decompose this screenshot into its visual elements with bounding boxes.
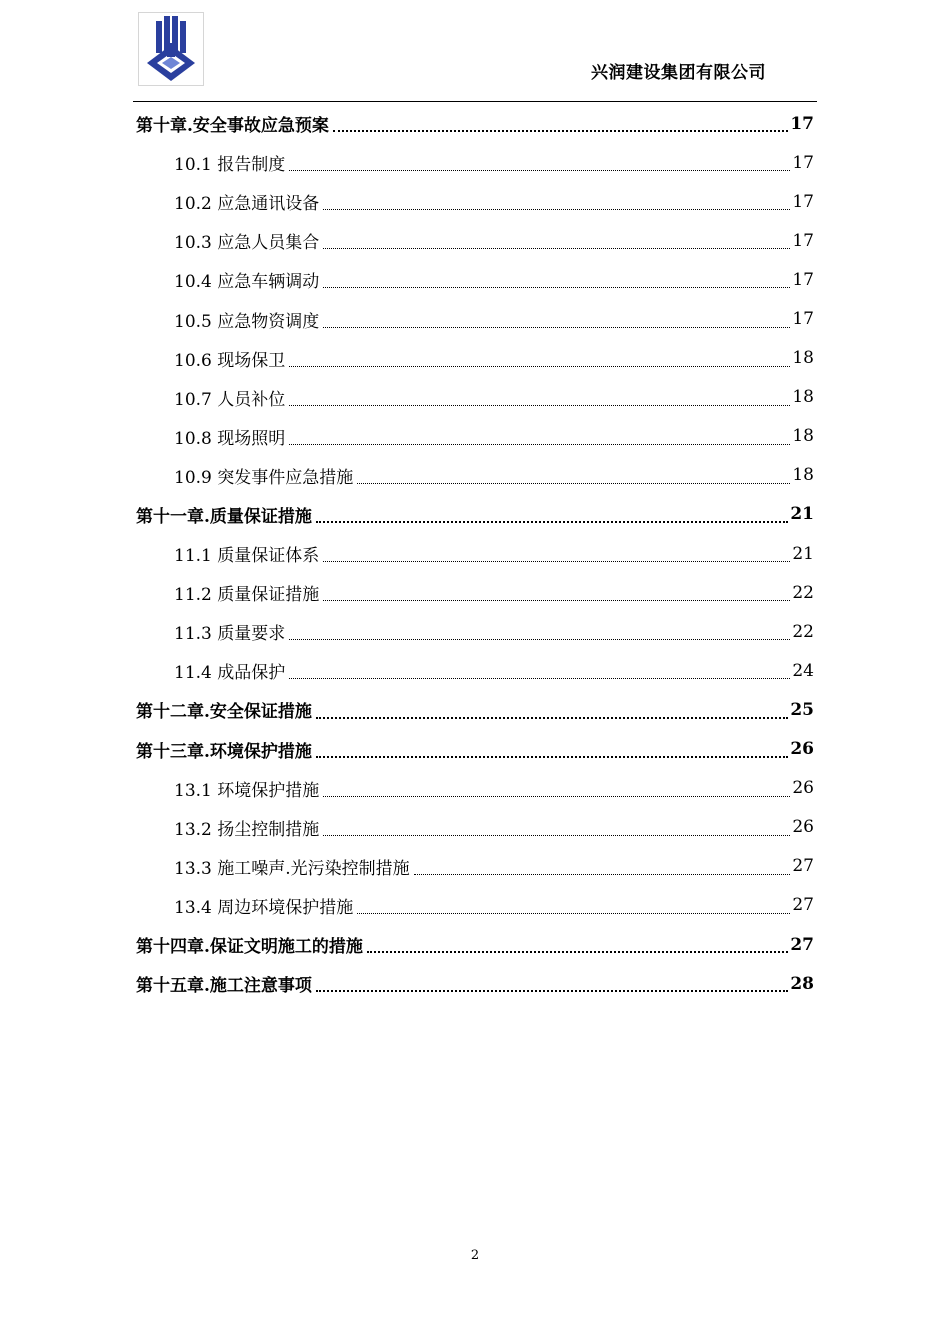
toc-entry-label: 13.1 环境保护措施 bbox=[174, 780, 320, 801]
toc-section-entry[interactable] bbox=[136, 182, 814, 221]
toc-dot-leader bbox=[316, 755, 788, 758]
toc-entry-label: 11.2 质量保证措施 bbox=[174, 585, 320, 606]
toc-dot-leader bbox=[323, 560, 790, 562]
toc-chapter-entry[interactable] bbox=[136, 964, 814, 1003]
toc-entry-label: 13.4 周边环境保护措施 bbox=[174, 897, 354, 918]
toc-entry-page: 24 bbox=[792, 660, 814, 681]
toc-entry-page: 17 bbox=[792, 152, 814, 173]
toc-entry-label: 13.3 施工噪声.光污染控制措施 bbox=[174, 858, 410, 879]
toc-entry-page: 26 bbox=[792, 778, 814, 799]
toc-section-entry[interactable] bbox=[136, 378, 814, 417]
page-number: 2 bbox=[470, 1248, 480, 1263]
toc-entry-page: 18 bbox=[792, 465, 814, 486]
toc-dot-leader bbox=[414, 873, 791, 875]
toc-dot-leader bbox=[316, 520, 788, 523]
toc-entry-label: 10.3 应急人员集合 bbox=[174, 233, 320, 254]
toc-dot-leader bbox=[323, 834, 790, 836]
toc-chapter-entry[interactable] bbox=[136, 730, 814, 769]
toc-entry-page: 25 bbox=[790, 699, 814, 720]
toc-entry-label: 第十章.安全事故应急预案 bbox=[136, 116, 329, 137]
toc-entry-page: 27 bbox=[792, 856, 814, 877]
toc-section-entry[interactable] bbox=[136, 143, 814, 182]
toc-entry-page: 26 bbox=[792, 817, 814, 838]
toc-dot-leader bbox=[357, 912, 790, 914]
toc-chapter-entry[interactable] bbox=[136, 495, 814, 534]
toc-entry-page: 18 bbox=[792, 387, 814, 408]
toc-section-entry[interactable] bbox=[136, 221, 814, 260]
toc-section-entry[interactable] bbox=[136, 339, 814, 378]
toc-dot-leader bbox=[316, 989, 788, 992]
toc-entry-label: 10.7 人员补位 bbox=[174, 389, 286, 410]
toc-section-entry[interactable] bbox=[136, 299, 814, 338]
toc-dot-leader bbox=[357, 482, 790, 484]
toc-entry-label: 10.8 现场照明 bbox=[174, 428, 286, 449]
toc-dot-leader bbox=[323, 326, 790, 328]
toc-dot-leader bbox=[323, 286, 790, 288]
toc-entry-label: 13.2 扬尘控制措施 bbox=[174, 819, 320, 840]
toc-entry-label: 第十二章.安全保证措施 bbox=[136, 702, 312, 723]
toc-section-entry[interactable] bbox=[136, 769, 814, 808]
toc-dot-leader bbox=[323, 208, 790, 210]
toc-entry-label: 第十五章.施工注意事项 bbox=[136, 976, 312, 997]
table-of-contents bbox=[136, 104, 814, 1003]
toc-entry-label: 10.6 现场保卫 bbox=[174, 350, 286, 371]
toc-section-entry[interactable] bbox=[136, 260, 814, 299]
toc-dot-leader bbox=[323, 599, 790, 601]
toc-dot-leader bbox=[316, 716, 788, 719]
toc-entry-page: 27 bbox=[790, 934, 814, 955]
toc-entry-page: 26 bbox=[790, 739, 814, 760]
toc-entry-page: 17 bbox=[792, 269, 814, 290]
toc-chapter-entry[interactable] bbox=[136, 925, 814, 964]
toc-dot-leader bbox=[367, 950, 788, 953]
toc-entry-page: 28 bbox=[790, 973, 814, 994]
company-name: 兴润建设集团有限公司 bbox=[591, 63, 766, 83]
toc-entry-page: 17 bbox=[792, 191, 814, 212]
toc-dot-leader bbox=[333, 129, 788, 132]
toc-entry-label: 11.3 质量要求 bbox=[174, 624, 286, 645]
toc-entry-label: 第十四章.保证文明施工的措施 bbox=[136, 937, 363, 958]
toc-section-entry[interactable] bbox=[136, 456, 814, 495]
toc-section-entry[interactable] bbox=[136, 886, 814, 925]
toc-chapter-entry[interactable] bbox=[136, 690, 814, 729]
toc-dot-leader bbox=[289, 638, 790, 640]
toc-dot-leader bbox=[323, 795, 790, 797]
toc-entry-page: 22 bbox=[792, 582, 814, 603]
toc-entry-page: 18 bbox=[792, 426, 814, 447]
toc-entry-page: 21 bbox=[790, 504, 814, 525]
toc-entry-label: 第十三章.环境保护措施 bbox=[136, 741, 312, 762]
toc-entry-label: 10.4 应急车辆调动 bbox=[174, 272, 320, 293]
company-logo-icon bbox=[139, 13, 203, 85]
toc-dot-leader bbox=[323, 247, 790, 249]
toc-entry-page: 17 bbox=[790, 113, 814, 134]
toc-section-entry[interactable] bbox=[136, 651, 814, 690]
toc-entry-page: 21 bbox=[792, 543, 814, 564]
toc-entry-label: 第十一章.质量保证措施 bbox=[136, 506, 312, 527]
toc-entry-label: 10.9 突发事件应急措施 bbox=[174, 467, 354, 488]
toc-dot-leader bbox=[289, 677, 790, 679]
toc-entry-page: 17 bbox=[792, 309, 814, 330]
toc-entry-page: 18 bbox=[792, 348, 814, 369]
toc-section-entry[interactable] bbox=[136, 847, 814, 886]
toc-entry-page: 22 bbox=[792, 621, 814, 642]
toc-entry-label: 11.4 成品保护 bbox=[174, 663, 286, 684]
toc-section-entry[interactable] bbox=[136, 534, 814, 573]
toc-dot-leader bbox=[289, 169, 790, 171]
toc-entry-page: 27 bbox=[792, 895, 814, 916]
toc-section-entry[interactable] bbox=[136, 612, 814, 651]
toc-entry-label: 11.1 质量保证体系 bbox=[174, 546, 320, 567]
toc-section-entry[interactable] bbox=[136, 573, 814, 612]
toc-entry-label: 10.2 应急通讯设备 bbox=[174, 194, 320, 215]
toc-dot-leader bbox=[289, 404, 790, 406]
company-logo bbox=[138, 12, 204, 86]
toc-chapter-entry[interactable] bbox=[136, 104, 814, 143]
toc-entry-label: 10.1 报告制度 bbox=[174, 155, 286, 176]
toc-dot-leader bbox=[289, 365, 790, 367]
toc-entry-page: 17 bbox=[792, 230, 814, 251]
header-divider bbox=[133, 101, 817, 102]
toc-entry-label: 10.5 应急物资调度 bbox=[174, 311, 320, 332]
toc-section-entry[interactable] bbox=[136, 808, 814, 847]
toc-section-entry[interactable] bbox=[136, 417, 814, 456]
toc-dot-leader bbox=[289, 443, 790, 445]
